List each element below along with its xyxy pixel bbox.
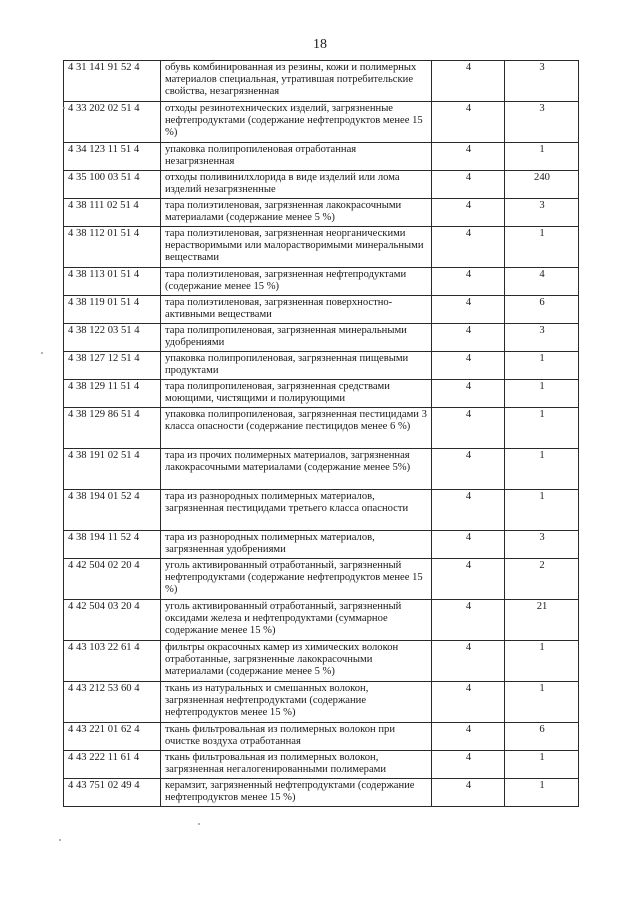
quantity-cell: 2 [505, 559, 579, 600]
table-row [64, 641, 579, 682]
scan-speck [41, 352, 43, 354]
quantity-cell: 1 [505, 380, 579, 408]
page-number: 18 [313, 37, 327, 52]
hazard-class-cell: 4 [432, 171, 505, 199]
scan-speck [59, 839, 61, 841]
table-row [64, 227, 579, 268]
hazard-class-cell: 4 [432, 102, 505, 143]
waste-code-cell: 4 43 222 11 61 4 [64, 751, 161, 779]
waste-code-cell: 4 31 141 91 52 4 [64, 61, 161, 102]
table-row [64, 490, 579, 531]
waste-name-cell: тара из разнородных полимерных материалов, загрязненная удобрениями [161, 531, 432, 559]
quantity-cell: 1 [505, 682, 579, 723]
hazard-class-cell: 4 [432, 641, 505, 682]
hazard-class-cell: 4 [432, 143, 505, 171]
waste-code-cell: 4 43 212 53 60 4 [64, 682, 161, 723]
quantity-cell: 21 [505, 600, 579, 641]
waste-code-cell: 4 43 103 22 61 4 [64, 641, 161, 682]
hazard-class-cell: 4 [432, 449, 505, 490]
waste-name-cell: уголь активированный отработанный, загрязненный оксидами железа и нефтепродуктами (суммарное содержание менее 15 %) [161, 600, 432, 641]
waste-name-cell: тара из разнородных полимерных материалов, загрязненная пестицидами третьего класса опасности [161, 490, 432, 531]
waste-code-cell: 4 38 127 12 51 4 [64, 352, 161, 380]
waste-code-cell: 4 38 119 01 51 4 [64, 296, 161, 324]
hazard-class-cell: 4 [432, 227, 505, 268]
waste-name-cell: ткань фильтровальная из полимерных волокон, загрязненная негалогенированными полимерами [161, 751, 432, 779]
waste-table-body [64, 61, 579, 807]
table-row [64, 779, 579, 807]
waste-name-cell: упаковка полипропиленовая, загрязненная пестицидами 3 класса опасности (содержание пестицидов менее 6 %) [161, 408, 432, 449]
hazard-class-cell: 4 [432, 723, 505, 751]
waste-name-cell: тара полиэтиленовая, загрязненная нефтепродуктами (содержание менее 15 %) [161, 268, 432, 296]
hazard-class-cell: 4 [432, 352, 505, 380]
table-row [64, 199, 579, 227]
quantity-cell: 3 [505, 199, 579, 227]
hazard-class-cell: 4 [432, 779, 505, 807]
waste-name-cell: уголь активированный отработанный, загрязненный нефтепродуктами (содержание нефтепродуктов менее 15 %) [161, 559, 432, 600]
waste-code-cell: 4 33 202 02 51 4 [64, 102, 161, 143]
hazard-class-cell: 4 [432, 559, 505, 600]
table-row [64, 559, 579, 600]
waste-name-cell: тара полипропиленовая, загрязненная минеральными удобрениями [161, 324, 432, 352]
hazard-class-cell: 4 [432, 268, 505, 296]
table-row [64, 296, 579, 324]
quantity-cell: 1 [505, 641, 579, 682]
quantity-cell: 1 [505, 408, 579, 449]
quantity-cell: 240 [505, 171, 579, 199]
hazard-class-cell: 4 [432, 296, 505, 324]
waste-name-cell: тара полиэтиленовая, загрязненная поверхностно-активными веществами [161, 296, 432, 324]
waste-code-cell: 4 42 504 03 20 4 [64, 600, 161, 641]
hazard-class-cell: 4 [432, 531, 505, 559]
waste-name-cell: тара полипропиленовая, загрязненная средствами моющими, чистящими и полирующими [161, 380, 432, 408]
table-row [64, 352, 579, 380]
waste-code-cell: 4 43 221 01 62 4 [64, 723, 161, 751]
waste-code-cell: 4 38 113 01 51 4 [64, 268, 161, 296]
waste-code-cell: 4 38 194 11 52 4 [64, 531, 161, 559]
waste-code-cell: 4 43 751 02 49 4 [64, 779, 161, 807]
table-row [64, 268, 579, 296]
table-row [64, 324, 579, 352]
waste-code-cell: 4 35 100 03 51 4 [64, 171, 161, 199]
quantity-cell: 6 [505, 723, 579, 751]
hazard-class-cell: 4 [432, 324, 505, 352]
waste-name-cell: упаковка полипропиленовая отработанная незагрязненная [161, 143, 432, 171]
waste-table [63, 60, 579, 807]
table-row [64, 171, 579, 199]
quantity-cell: 4 [505, 268, 579, 296]
waste-code-cell: 4 38 129 86 51 4 [64, 408, 161, 449]
waste-code-cell: 4 38 122 03 51 4 [64, 324, 161, 352]
table-row [64, 682, 579, 723]
quantity-cell: 1 [505, 227, 579, 268]
scan-speck [198, 823, 200, 825]
waste-code-cell: 4 34 123 11 51 4 [64, 143, 161, 171]
scan-speck [63, 107, 65, 109]
waste-code-cell: 4 38 191 02 51 4 [64, 449, 161, 490]
hazard-class-cell: 4 [432, 600, 505, 641]
table-row [64, 102, 579, 143]
table-row [64, 751, 579, 779]
table-row [64, 531, 579, 559]
waste-code-cell: 4 38 111 02 51 4 [64, 199, 161, 227]
hazard-class-cell: 4 [432, 408, 505, 449]
waste-name-cell: тара из прочих полимерных материалов, загрязненная лакокрасочными материалами (содержание менее 5%) [161, 449, 432, 490]
table-row [64, 449, 579, 490]
quantity-cell: 3 [505, 61, 579, 102]
waste-code-cell: 4 38 129 11 51 4 [64, 380, 161, 408]
quantity-cell: 1 [505, 143, 579, 171]
waste-name-cell: отходы резинотехнических изделий, загрязненные нефтепродуктами (содержание нефтепродуктов менее 15 %) [161, 102, 432, 143]
table-row [64, 723, 579, 751]
table-row [64, 408, 579, 449]
waste-name-cell: ткань из натуральных и смешанных волокон, загрязненная нефтепродуктами (содержание нефтепродуктов менее 15 %) [161, 682, 432, 723]
table-row [64, 61, 579, 102]
hazard-class-cell: 4 [432, 199, 505, 227]
waste-name-cell: отходы поливинилхлорида в виде изделий или лома изделий незагрязненные [161, 171, 432, 199]
waste-name-cell: тара полиэтиленовая, загрязненная неорганическими нерастворимыми или малорастворимыми минеральными веществами [161, 227, 432, 268]
waste-code-cell: 4 38 112 01 51 4 [64, 227, 161, 268]
waste-name-cell: фильтры окрасочных камер из химических волокон отработанные, загрязненные лакокрасочными материалами (содержание менее 5 %) [161, 641, 432, 682]
hazard-class-cell: 4 [432, 751, 505, 779]
table-row [64, 600, 579, 641]
quantity-cell: 6 [505, 296, 579, 324]
waste-name-cell: ткань фильтровальная из полимерных волокон при очистке воздуха отработанная [161, 723, 432, 751]
quantity-cell: 1 [505, 490, 579, 531]
hazard-class-cell: 4 [432, 490, 505, 531]
waste-name-cell: керамзит, загрязненный нефтепродуктами (содержание нефтепродуктов менее 15 %) [161, 779, 432, 807]
hazard-class-cell: 4 [432, 682, 505, 723]
table-row [64, 143, 579, 171]
waste-code-cell: 4 42 504 02 20 4 [64, 559, 161, 600]
waste-name-cell: упаковка полипропиленовая, загрязненная пищевыми продуктами [161, 352, 432, 380]
quantity-cell: 1 [505, 779, 579, 807]
quantity-cell: 3 [505, 324, 579, 352]
hazard-class-cell: 4 [432, 380, 505, 408]
quantity-cell: 1 [505, 449, 579, 490]
waste-name-cell: обувь комбинированная из резины, кожи и полимерных материалов специальная, утратившая потребительские свойства, незагрязненная [161, 61, 432, 102]
quantity-cell: 3 [505, 102, 579, 143]
waste-code-cell: 4 38 194 01 52 4 [64, 490, 161, 531]
quantity-cell: 1 [505, 751, 579, 779]
quantity-cell: 1 [505, 352, 579, 380]
waste-name-cell: тара полиэтиленовая, загрязненная лакокрасочными материалами (содержание менее 5 %) [161, 199, 432, 227]
quantity-cell: 3 [505, 531, 579, 559]
table-row [64, 380, 579, 408]
hazard-class-cell: 4 [432, 61, 505, 102]
